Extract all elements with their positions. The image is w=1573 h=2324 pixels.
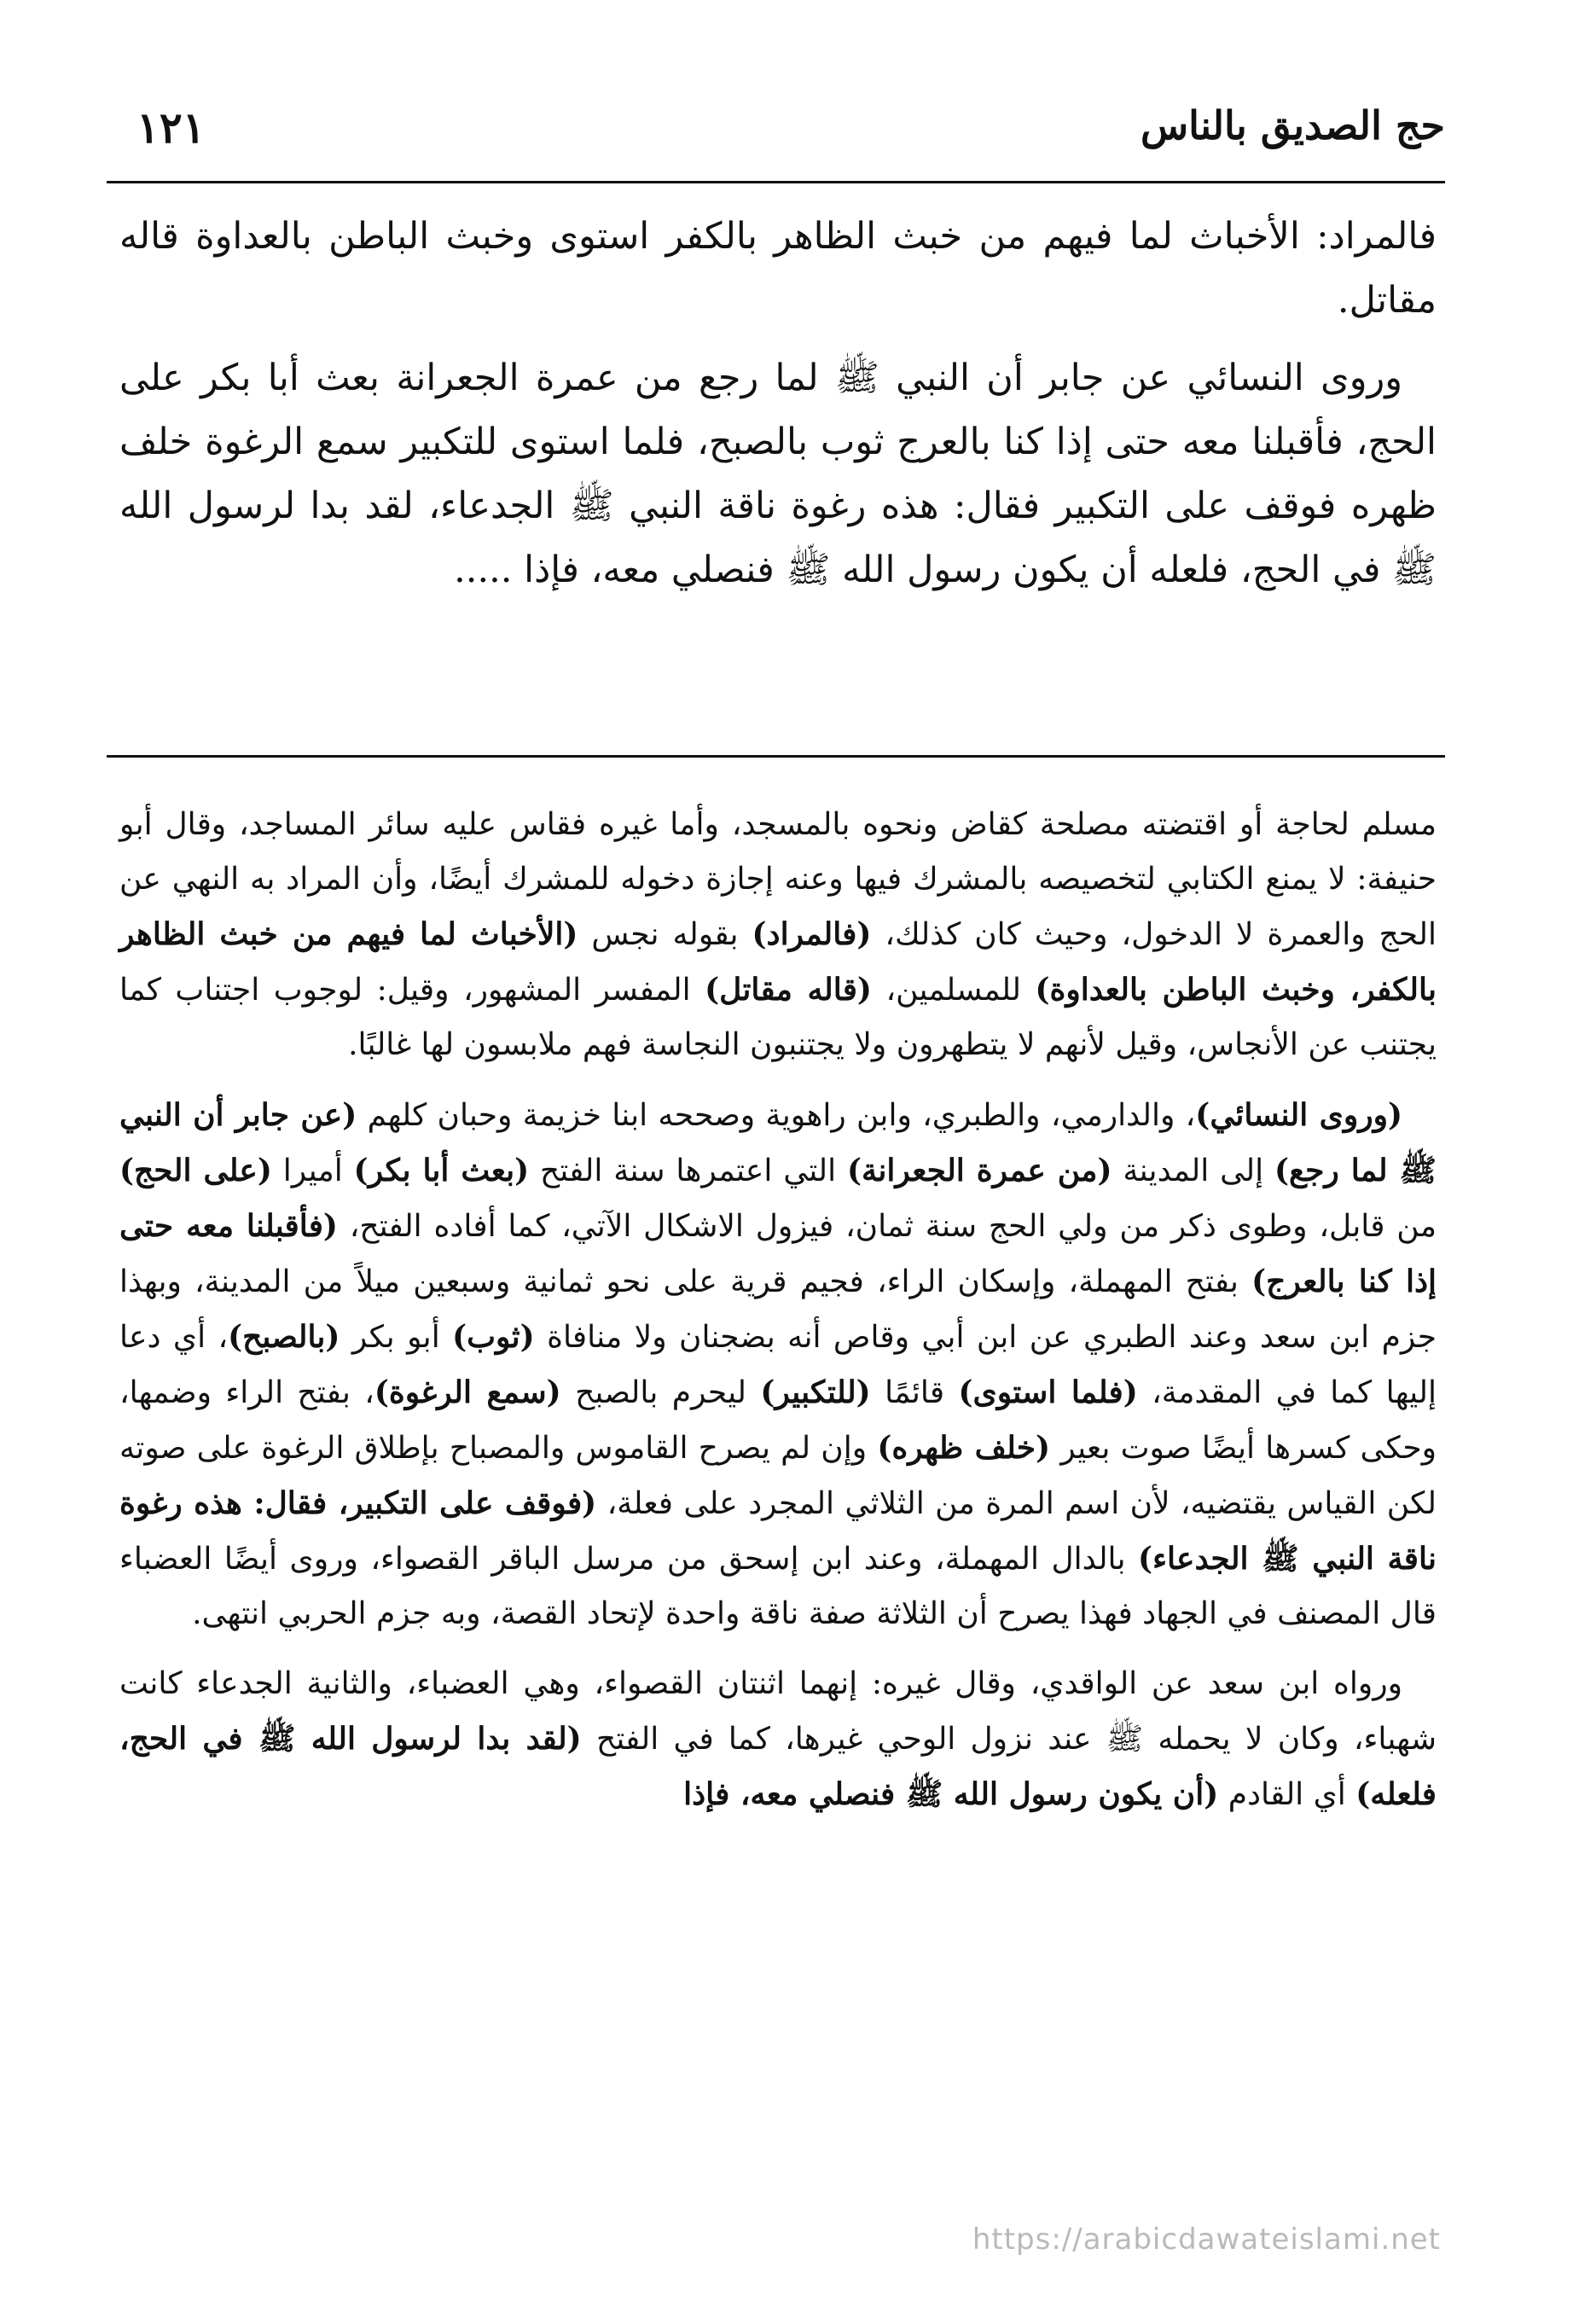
page-header [102, 102, 1445, 162]
commentary-bold: (فأقبلنا معه حتى إذا كنا بالعرج) [119, 1208, 1437, 1299]
commentary-bold: (سمع الرغوة) [374, 1374, 561, 1410]
commentary-bold: (قاله مقاتل) [705, 972, 872, 1008]
commentary-text: أي القادم [1218, 1777, 1356, 1812]
commentary-text: ، بفتح الراء وضمها، وحكى كسرها أيضًا صوت بعير [119, 1375, 1437, 1466]
commentary-bold: (عن جابر أن النبي ﷺ لما رجع) [119, 1097, 1437, 1188]
commentary-bold: (فلما استوى) [958, 1374, 1138, 1410]
header-divider [107, 181, 1445, 183]
commentary-bold: (خلف ظهره) [877, 1430, 1051, 1466]
commentary-text: بقوله نجس [578, 917, 752, 952]
commentary-text: التي اعتمرها سنة الفتح [529, 1153, 848, 1188]
commentary-bold: (ثوب) [452, 1319, 535, 1355]
commentary-bold: (على الحج) [119, 1153, 272, 1188]
commentary-paragraph [119, 1088, 1437, 1641]
commentary-text: من قابل، وطوى ذكر من ولي الحج سنة ثمان، فيزول الاشكال الآتي، كما أفاده الفتح، [337, 1209, 1437, 1244]
running-title: حج الصديق بالناس [1140, 102, 1445, 148]
commentary-bold: (بعث أبا بكر) [353, 1153, 530, 1188]
commentary-bold: (فوقف على التكبير، فقال: هذه رغوة ناقة النبي ﷺ الجدعاء) [119, 1485, 1437, 1577]
commentary-text: وإن لم يصرح القاموس والمصباح بإطلاق الرغوة على صوته لكن القياس يقتضيه، لأن اسم المرة من الثلاثي المجرد على فعلة، [119, 1431, 1437, 1521]
commentary-text: المفسر المشهور، وقيل: لوجوب اجتناب كما يجتنب عن الأنجاس، وقيل لأنهم لا يتطهرون ولا يجتنبون النجاسة فهم ملابسون لها غالبًا. [119, 973, 1437, 1062]
main-paragraph: وروى النسائي عن جابر أن النبي ﷺ لما رجع من عمرة الجعرانة بعث أبا بكر على الحج، فأقبلنا معه حتى إذا كنا بالعرج ثوب بالصبح، فلما استوى للتكبير سمع الرغوة خلف ظهره فوقف على التكبير فقال: هذه رغوة ناقة النبي ﷺ الجدعاء، لقد بدا لرسول الله ﷺ في الحج، فلعله أن يكون رسول الله ﷺ فنصلي معه، فإذا ..... [119, 357, 1437, 591]
commentary-section [119, 798, 1437, 1838]
commentary-bold: (أن يكون رسول الله ﷺ فنصلي معه، فإذا [683, 1776, 1219, 1812]
commentary-paragraph [119, 798, 1437, 1072]
page-number: ١٢١ [136, 102, 206, 153]
commentary-bold: (للتكبير) [760, 1374, 871, 1410]
commentary-paragraph [119, 1657, 1437, 1822]
commentary-text: بالدال المهملة، وعند ابن إسحق من مرسل الباقر القصواء، وروى أيضًا العضباء قال المصنف في الجهاد فهذا يصرح أن الثلاثة صفة ناقة واحدة لإتحاد القصة، وبه جزم الحربي انتهى. [119, 1542, 1437, 1631]
commentary-text: ورواه ابن سعد عن الواقدي، وقال غيره: إنهما اثنتان القصواء، وهي العضباء، والثانية الجدعاء كانت شهباء، وكان لا يحمله ﷺ عند نزول الوحي غيرها، كما في الفتح [119, 1666, 1437, 1757]
commentary-text: ليحرم بالصبح [560, 1375, 761, 1410]
commentary-text: ، والدارمي، والطبري، وابن راهوية وصححه ابنا خزيمة وحبان كلهم [357, 1098, 1196, 1133]
commentary-text: للمسلمين، [871, 973, 1036, 1008]
commentary-text: قائمًا [870, 1375, 959, 1410]
footnote-divider [107, 755, 1445, 758]
main-paragraph: فالمراد: الأخباث لما فيهم من خبث الظاهر بالكفر استوى وخبث الباطن بالعداوة قاله مقاتل. [119, 215, 1437, 322]
commentary-text: إلى المدينة [1112, 1153, 1274, 1188]
commentary-bold: (الأخباث لما فيهم من خبث الظاهر بالكفر، وخبث الباطن بالعداوة) [119, 916, 1437, 1008]
commentary-bold: (وروى النسائي) [1195, 1097, 1403, 1133]
commentary-bold: (لقد بدا لرسول الله ﷺ في الحج، فلعله) [119, 1721, 1437, 1812]
commentary-bold: (من عمرة الجعرانة) [847, 1153, 1112, 1188]
commentary-text: مسلم لحاجة أو اقتضته مصلحة كقاض ونحوه بالمسجد، وأما غيره فقاس عليه سائر المساجد، وقال أبو حنيفة: لا يمنع الكتابي لتخصيصه بالمشرك فيها وعنه إجازة دخوله للمشرك أيضًا، وأن المراد به النهي عن الحج والعمرة لا الدخول، وحيث كان كذلك، [119, 807, 1437, 952]
commentary-bold: (فالمراد) [752, 916, 872, 952]
main-text [119, 205, 1437, 616]
commentary-text: أميرا [271, 1153, 354, 1188]
source-watermark: https://arabicdawateislami.net [972, 2222, 1441, 2257]
commentary-text: بفتح المهملة، وإسكان الراء، فجيم قرية على نحو ثمانية وسبعين ميلاً من المدينة، وبهذا جزم ابن سعد وعند الطبري عن ابن أبي وقاص أنه بضجنان ولا منافاة [119, 1264, 1437, 1355]
commentary-text: أبو بكر [340, 1320, 453, 1355]
commentary-text: ، أي دعا إليها كما في المقدمة، [119, 1320, 1437, 1410]
commentary-bold: (بالصبح) [228, 1319, 340, 1355]
